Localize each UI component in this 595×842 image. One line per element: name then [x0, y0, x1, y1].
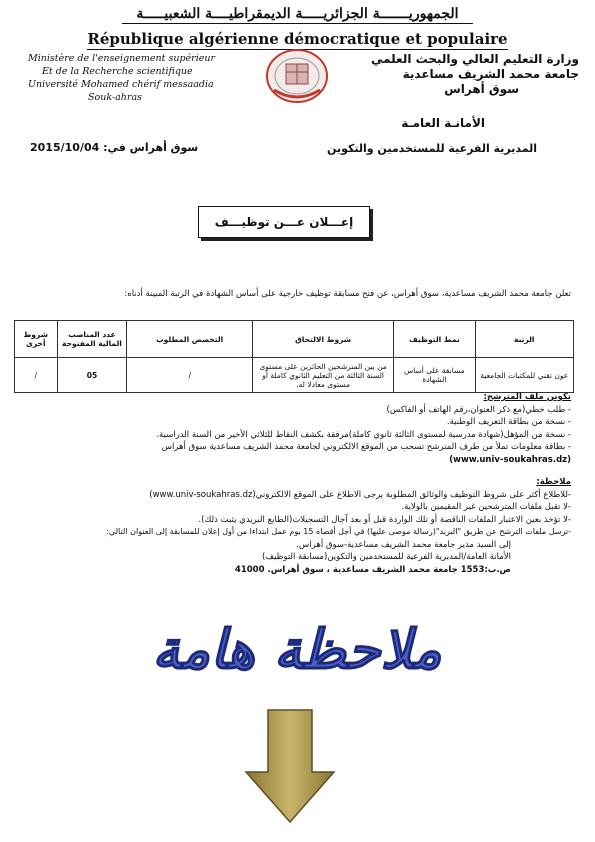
column-header: نمط التوظيف — [394, 321, 475, 358]
dossier-item: - نسخة من بطاقة التعريف الوطنية. — [446, 417, 571, 427]
positions-table — [14, 320, 574, 393]
address-line: الأمانة العامة/المديرية الفرعية للمستخدمين والتكوين(مسابقة التوظيف) — [261, 552, 511, 562]
table-cell: / — [127, 358, 253, 393]
remarks-section — [26, 476, 571, 576]
important-notice-banner — [0, 610, 595, 690]
ministry-line: Ministère de l'enseignement supérieur — [28, 53, 216, 64]
column-header: عدد المناصب المالية المفتوحة — [57, 321, 127, 358]
republic-title-fr: République algérienne démocratique et populaire — [87, 30, 508, 48]
remark-item: -لا تؤخذ بعين الاعتبار الملفات الناقصة أو تلك الواردة قبل أو بعد آجال التسجيلات(الطابع البريدي يثبت ذلك). — [198, 514, 571, 525]
address-line: إلى السيد مدير جامعة محمد الشريف مساعدية-سوق أهراس. — [296, 539, 511, 550]
dossier-item: - بطاقة معلومات تملأ من طرف المترشح تسحب من الموقع الالكتروني لجامعة محمد الشريف مساعدية سوق أهراس — [161, 442, 571, 452]
remark-item: -ترسل ملفات الترشح عن طريق "البريد"(رسالة موصى عليها) في أجل أقصاه 15 يوم عمل ابتداءا من أول إعلان للمسابقة إلى العنوان التالي: — [106, 527, 571, 536]
announcement-intro: تعلن جامعة محمد الشريف مساعدية، سوق أهراس، عن فتح مسابقة توظيف خارجية على أساس الشهادة في الرتبة المبينة أدناه: — [124, 289, 571, 299]
dossier-section — [26, 391, 571, 466]
table-cell: عون تقني للمكتبات الجامعية — [475, 358, 573, 393]
dossier-item: - طلب خطي(مع ذكر العنوان،رقم الهاتف أو الفاكس) — [386, 404, 571, 415]
ministry-header-ar — [339, 52, 579, 97]
website-link[interactable]: (www.univ-soukahras.dz) — [449, 454, 571, 465]
ministry-line-ar: جامعة محمد الشريف مساعدية — [402, 67, 579, 81]
republic-title-ar: الجمهوريـــــــة الجزائريـــــة الديمقراطيــــة الشعبيـــــة — [0, 6, 595, 22]
important-notice-text: ملاحظة هامة — [152, 618, 442, 681]
ministry-line: Et de la Recherche scientifique — [42, 66, 193, 77]
table-header-row — [15, 321, 574, 358]
column-header: شروط أخرى — [15, 321, 58, 358]
table-cell: مسابقة على أساس الشهادة — [394, 358, 475, 393]
announcement-title: إعـــلان عـــن توظيـــف — [198, 206, 370, 238]
sub-directorate: المديرية الفرعية للمستخدمين والتكوين — [327, 142, 537, 155]
ministry-line-ar: سوق أهراس — [444, 82, 519, 96]
general-secretariat: الأمانـة العامـة — [401, 116, 485, 130]
column-header: التخصص المطلوب — [127, 321, 253, 358]
arrow-down-icon — [242, 706, 338, 826]
university-logo — [262, 46, 332, 110]
dossier-item: - نسخة من المؤهل(شهادة مدرسية لمستوى الثالثة ثانوي كاملة)مرفقة بكشف النقاط للثلاثي الأخير من السنة الدراسية. — [156, 429, 571, 440]
ministry-line: Université Mohamed chérif messaadia — [28, 79, 214, 90]
table-cell: من بين المترشحين الحائزين على مستوى السنة الثالثة من التعليم الثانوي كاملة أو مستوى معادلا له. — [253, 358, 394, 393]
ministry-line-ar: وزارة التعليم العالي والبحث العلمي — [370, 52, 579, 66]
remark-item: -للاطلاع أكثر على شروط التوظيف والوثائق المطلوبة يرجى الاطلاع على الموقع الالكتروني(www.univ-soukahras.dz) — [149, 489, 571, 500]
ministry-header-fr — [28, 52, 238, 104]
document-date: سوق أهراس في: 2015/10/04 — [30, 141, 199, 154]
dossier-heading: تكوين ملف المترشح: — [483, 392, 571, 402]
ministry-line: Souk-ahras — [88, 92, 143, 103]
remarks-heading: ملاحظة: — [536, 477, 571, 487]
table-row — [15, 358, 574, 393]
remark-item: -لا تقبل ملفات المترشحين غير المقيمين بالولاية. — [401, 502, 571, 512]
column-header: الرتبة — [475, 321, 573, 358]
table-cell: / — [15, 358, 58, 393]
address-line: ص.ب:1553 جامعة محمد الشريف مساعدية ، سوق أهراس. 41000 — [234, 564, 511, 575]
table-cell: 05 — [57, 358, 127, 393]
column-header: شروط الالتحاق — [253, 321, 394, 358]
